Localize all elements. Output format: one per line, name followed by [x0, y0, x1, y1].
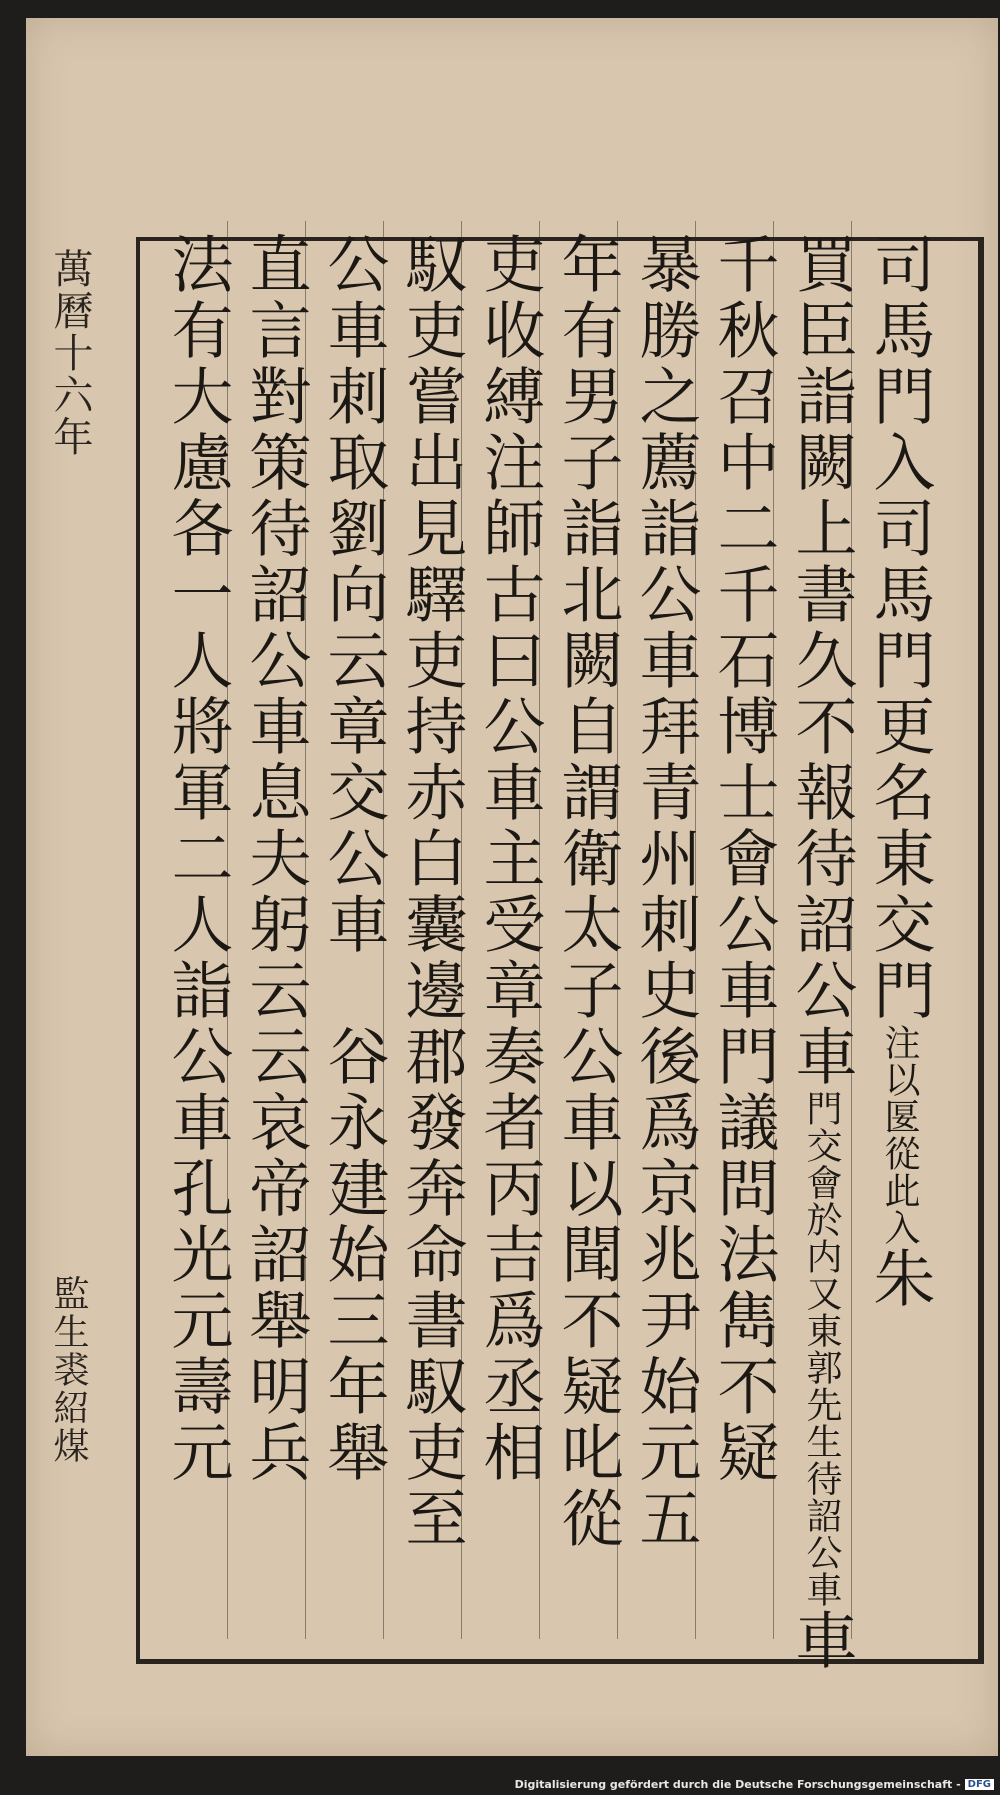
- column-main-text: 司馬門入司馬門更名東交門: [863, 232, 936, 1024]
- column-tail-text: 雋不疑: [707, 1288, 780, 1486]
- column-main-text: 千秋召中二千石博士會公車門議問法: [707, 232, 780, 1288]
- footer-credit-text: Digitalisierung gefördert durch die Deutsche Forschungsgemeinschaft -: [514, 1778, 961, 1791]
- column-main-text: 暴勝之薦詣公車拜青州刺史後爲京兆尹始元五: [629, 232, 702, 1552]
- column-main-text: 公車刺取: [317, 232, 390, 496]
- text-column: [384, 232, 468, 1552]
- column-tail-text: 丙吉爲丞相: [473, 1156, 546, 1486]
- column-main-text: 買臣詣闕上書久不報待詔公車: [785, 232, 858, 1090]
- column-main-text: 法有大慮各一人將軍二人詣公車: [161, 232, 234, 1156]
- column-annotation: 注以匽從此入: [879, 1024, 920, 1246]
- column-main-text: 吏收縛注師古曰公車主受章奏者: [473, 232, 546, 1156]
- text-column: [540, 232, 624, 1552]
- column-tail-text: 息夫躬云云哀帝詔舉明兵: [239, 760, 312, 1486]
- column-tail-text: 劉向云章交公車 谷永建始三年舉: [317, 496, 390, 1486]
- text-column: [696, 232, 780, 1486]
- column-main-text: 馭吏嘗出見驛吏持赤白囊邊郡發奔命書馭吏至: [395, 232, 468, 1552]
- text-column: [462, 232, 546, 1486]
- footer-credit: [515, 1778, 994, 1791]
- text-column: [228, 232, 312, 1486]
- margin-year-note: 萬曆十六年: [47, 248, 93, 458]
- column-tail-text: 車: [785, 1608, 858, 1674]
- text-column: [852, 232, 936, 1312]
- column-tail-text: 朱: [863, 1246, 936, 1312]
- dfg-logo: DFG: [965, 1779, 994, 1790]
- column-annotation: 門交會於内又東郭先生待詔公車: [801, 1090, 842, 1608]
- column-main-text: 年有男子詣北闕自謂衛太子公車以聞不疑叱從: [551, 232, 624, 1552]
- margin-collator-note: 監生裘紹煤: [48, 1275, 89, 1465]
- text-column: [618, 232, 702, 1552]
- column-tail-text: 孔光元壽元: [161, 1156, 234, 1486]
- text-column: [150, 232, 234, 1486]
- text-column: [306, 232, 390, 1486]
- column-main-text: 直言對策待詔公車: [239, 232, 312, 760]
- text-column: [774, 232, 858, 1674]
